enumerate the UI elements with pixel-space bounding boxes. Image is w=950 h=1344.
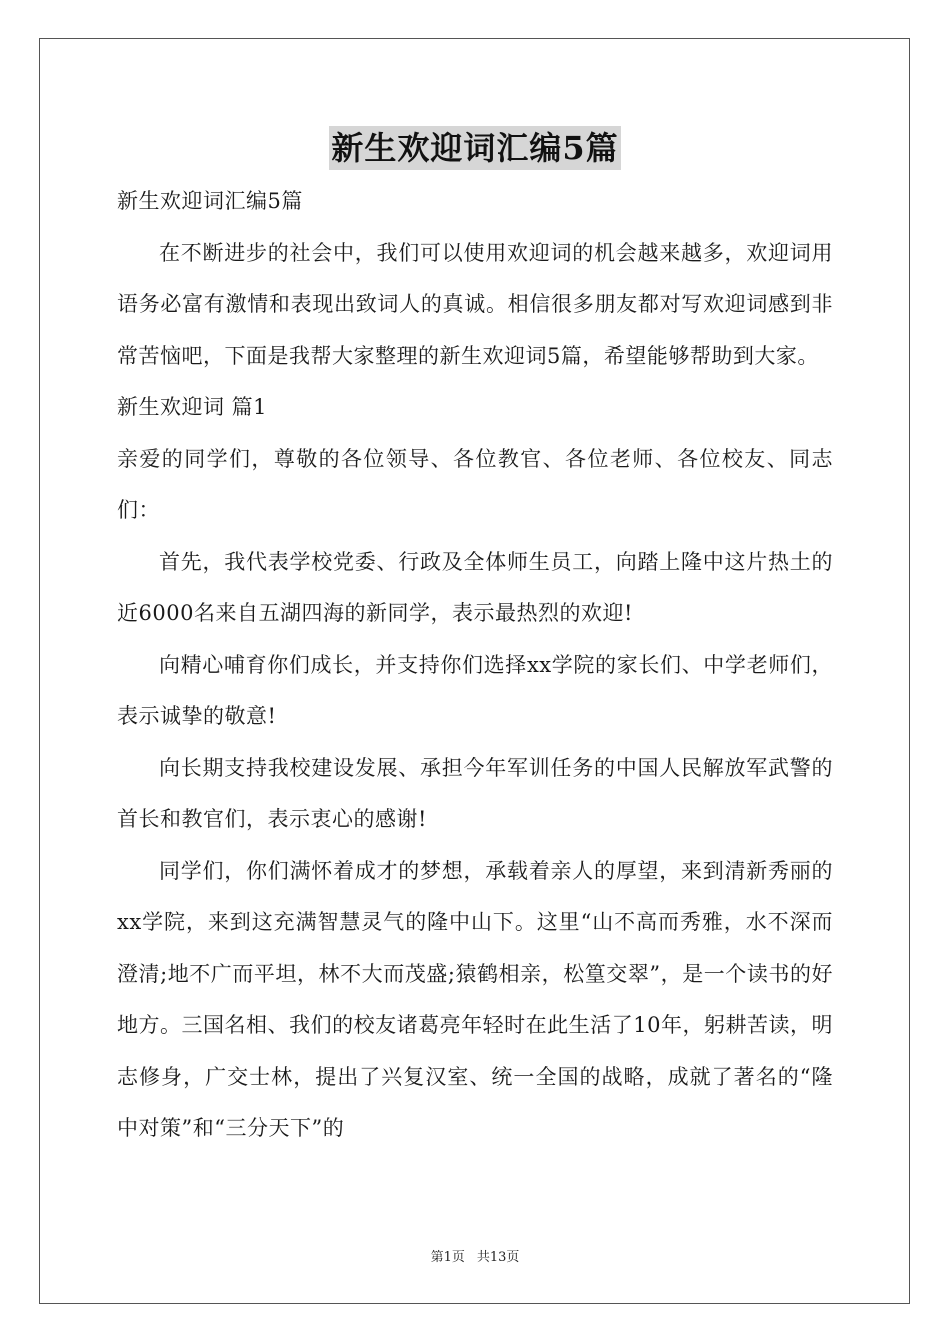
page-total: 共13页 (476, 1250, 520, 1265)
title-wrap (0, 126, 950, 170)
intro-paragraph: 在不断进步的社会中，我们可以使用欢迎词的机会越来越多，欢迎词用语务必富有激情和表现出致词人的真诚。相信很多朋友都对写欢迎词感到非常苦恼吧，下面是我帮大家整理的新生欢迎词5篇，希望能够帮助到大家。 (117, 240, 833, 368)
document-title: 新生欢迎词汇编5篇 (329, 126, 620, 170)
body-paragraph: 向长期支持我校建设发展、承担今年军训任务的中国人民解放军武警的首长和教官们，表示衷心的感谢! (117, 755, 833, 831)
salutation-paragraph: 亲爱的同学们，尊敬的各位领导、各位教官、各位老师、各位校友、同志们： (117, 446, 833, 522)
section-heading: 新生欢迎词 篇1 (117, 395, 268, 419)
page-number: 第1页 (430, 1250, 465, 1265)
document-body (117, 176, 833, 1155)
body-paragraph: 同学们，你们满怀着成才的梦想，承载着亲人的厚望，来到清新秀丽的xx学院，来到这充满智慧灵气的隆中山下。这里“山不高而秀雅，水不深而澄清;地不广而平坦，林不大而茂盛;猿鹤相亲，松篁交翠”，是一个读书的好地方。三国名相、我们的校友诸葛亮年轻时在此生活了10年，躬耕苦读，明志修身，广交士林，提出了兴复汉室、统一全国的战略，成就了著名的“隆中对策”和“三分天下”的 (117, 858, 833, 1140)
page-footer (0, 1246, 950, 1265)
body-paragraph: 向精心哺育你们成长，并支持你们选择xx学院的家长们、中学老师们，表示诚挚的敬意! (117, 652, 833, 728)
subtitle-paragraph: 新生欢迎词汇编5篇 (117, 189, 303, 213)
body-paragraph: 首先，我代表学校党委、行政及全体师生员工，向踏上隆中这片热土的近6000名来自五湖四海的新同学，表示最热烈的欢迎! (117, 549, 833, 625)
